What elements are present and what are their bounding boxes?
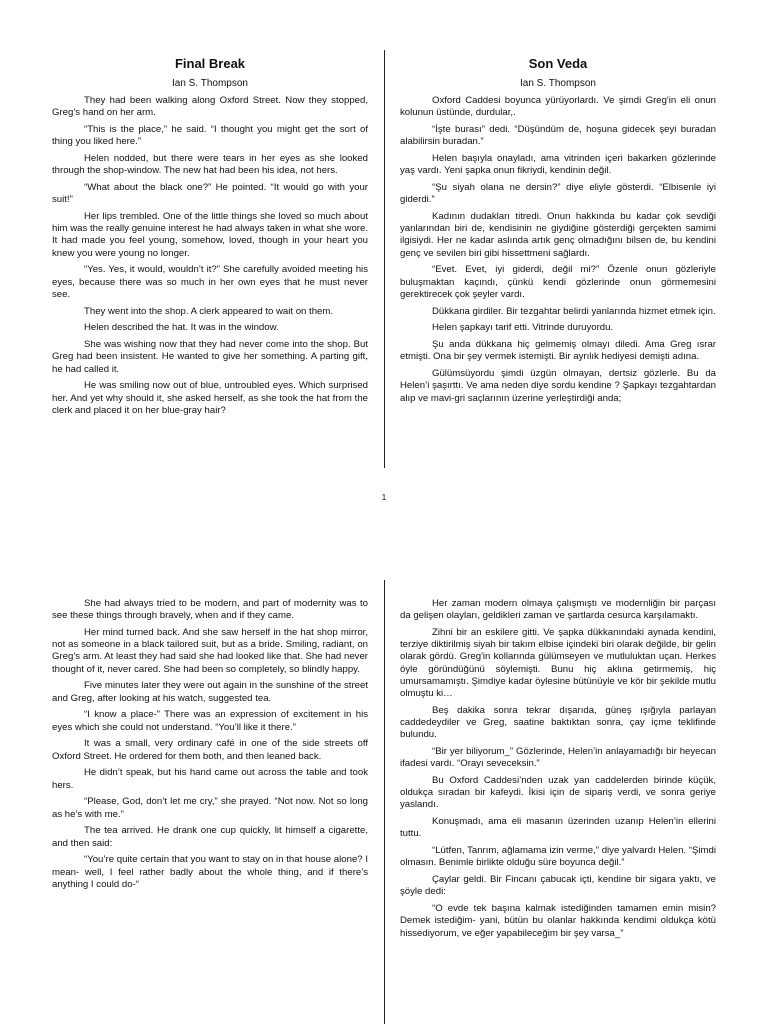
column-divider [384,50,385,468]
paragraph: Oxford Caddesi boyunca yürüyorlardı. Ve şimdi Greg'in eli onun kolunun üstünde, durdular,. [400,95,716,119]
paragraph: Her mind turned back. And she saw herself in the hat shop mirror, not as someone in a black tailored suit, but as a bride. Smiling, radiant, on Greg’s arm. At least they had said she had looked like that. She had never thought of it, never cared. She had been so completely, so blindly happy. [52,627,368,675]
paragraph: She had always tried to be modern, and part of modernity was to see these things through bravely, when and if they came. [52,598,368,622]
paragraph: Helen başıyla onayladı, ama vitrinden içeri bakarken gözlerinde yaş vardı. Yeni şapka onun fikriydi, kendinin değil. [400,153,716,177]
english-author: Ian S. Thompson [172,78,248,89]
paragraph: “Şu siyah olana ne dersin?” diye eliyle gösterdi. “Elbisenle iyi giderdi.” [400,182,716,206]
paragraph: She was wishing now that they had never come into the shop. But Greg had been insistent. He wanted to give her something. A parting gift, he had called it. [52,339,368,375]
paragraph: They had been walking along Oxford Street. Now they stopped, Greg’s hand on her arm. [52,95,368,119]
paragraph: Bu Oxford Caddesi’nden uzak yan caddelerden birinde küçük, oldukça sıradan bir kafeydi. İkisi için de sipariş verdi, ve sonra geriye yaslandı. [400,775,716,811]
paragraph: Çaylar geldi. Bir Fincanı çabucak içti, kendine bir sigara yaktı, ve şöyle dedi: [400,874,716,898]
paragraph: “Bir yer biliyorum_” Gözlerinde, Helen’in anlayamadığı bir heyecan ifadesi vardı. “Orayı seveceksin.” [400,746,716,770]
paragraph: Helen şapkayı tarif etti. Vitrinde duruyordu. [432,322,614,334]
paragraph: He was smiling now out of blue, untroubled eyes. Which surprised her. And yet why should it, she asked herself, as she took the hat from the clerk and placed it on her blue-gray hair? [52,380,368,416]
english-title: Final Break [174,56,246,71]
english-body [52,95,368,417]
paragraph: Zihni bir an eskilere gitti. Ve şapka dükkanındaki aynada kendini, terziye diktirilmiş siyah bir takım elbise içindeki biri olarak değilde, bir gelin olarak gördü. Greg'in kollarında gülümseyen ve mutluluktan uçan. Herkes öyle göründüğünü söylemişti. Bunu hiç aklına getirmemiş, hiç umursamamıştı. Şimdiye kadar öylesine bütünüyle ve kör bir şekilde mutlu olmuştu ki… [400,627,716,700]
paragraph: Her lips trembled. One of the little things she loved so much about him was the really genuine interest he had always taken in what she wore. It had made you feel young, somehow, loved, though in your heart you knew you were young no longer. [52,211,368,259]
paragraph: “O evde tek başına kalmak istediğinden tamamen emin misin? Demek istediğim- yani, bütün bu olanlar hakkında kendimi oldukça kötü hissediyorum, ve eğer yapabileceğim bir şey varsa_” [400,903,716,939]
paragraph: He didn’t speak, but his hand came out across the table and took hers. [52,767,368,791]
paragraph: Şu anda dükkana hiç gelmemiş olmayı diledi. Ama Greg ısrar etmişti. Ona bir şey vermek istemişti. Bir ayrılık hediyesi demişti adına. [400,339,716,363]
english-column [52,56,368,422]
turkish-body [400,95,716,405]
paragraph: Dükkana girdiler. Bir tezgahtar belirdi yanlarında hizmet etmek için. [432,305,716,317]
paragraph: “Yes. Yes, it would, wouldn’t it?” She carefully avoided meeting his eyes, because there was so much in her own eyes that he must never see. [52,264,368,300]
paragraph: “Lütfen, Tanrım, ağlamama izin verme,” diye yalvardı Helen. “Şimdi olmasın. Benimle birlikte olduğu süre boyunca değil.” [400,845,716,869]
paragraph: “This is the place,” he said. “I thought you might get the sort of thing you liked here.” [52,124,368,148]
page-2 [0,560,768,1024]
paragraph: Beş dakika sonra tekrar dışarıda, güneş ışığıyla parlayan caddedeydiler ve Greg, saatine baktıktan sonra, çay içme teklifinde bulundu. [400,704,716,741]
paragraph: Konuşmadı, ama eli masanın üzerinden uzanıp Helen’in ellerini tuttu. [400,816,716,840]
page-number: 1 [381,493,387,502]
column-divider [384,580,385,1024]
turkish-body [400,598,716,940]
english-body [52,598,368,891]
paragraph: Helen described the hat. It was in the window. [84,322,279,334]
paragraph: Her zaman modern olmaya çalışmıştı ve modernliğin bir parçası da gelişen olayları, geldikleri zaman ve şartlarda cesurca karşılamaktı. [400,598,716,622]
paragraph: Kadının dudakları titredi. Onun hakkında bu kadar çok sevdiği yanlarından biri de, kendisinin ne giydiğine gösterdiği gerçekten samimi ilgisiydi. Her ne kadar aslında artık genç olmadığını bilsen de, bu kendini genç ve sevilen biri gibi hissettmeni sağlardı. [400,211,716,259]
paragraph: It was a small, very ordinary café in one of the side streets off Oxford Street. He ordered for them both, and then leaned back. [52,738,368,762]
paragraph: “Evet. Evet, iyi giderdi, değil mi?” Özenle onun gözleriyle buluşmaktan kaçındı, çünkü kendi gözlerinde onun görmemesini gerektirecek çok şeyler vardı. [400,264,716,300]
paragraph: “Please, God, don’t let me cry,” she prayed. “Not now. Not so long as he’s with me.” [52,796,368,820]
paragraph: “You’re quite certain that you want to stay on in that house alone? I mean- well, I feel rather badly about the whole thing, and if there’s anything I could do-“ [52,854,368,890]
paragraph: Five minutes later they were out again in the sunshine of the street and Greg, after looking at his watch, suggested tea. [52,680,368,704]
turkish-author: Ian S. Thompson [520,78,596,89]
paragraph: “What about the black one?” He pointed. “It would go with your suit!” [52,182,368,206]
turkish-title: Son Veda [528,56,588,71]
paragraph: “I know a place-” There was an expression of excitement in his eyes which she could not understand. “You’ll like it there.” [52,709,368,733]
paragraph: “İşte burası” dedi. “Düşündüm de, hoşuna gidecek şeyi buradan alabilirsin buradan.” [400,124,716,148]
paragraph: The tea arrived. He drank one cup quickly, lit himself a cigarette, and then said: [52,825,368,849]
paragraph: They went into the shop. A clerk appeared to wait on them. [84,305,334,317]
paragraph: Helen nodded, but there were tears in her eyes as she looked through the shop-window. The new hat had been his idea, not hers. [52,153,368,177]
english-column [52,598,368,896]
turkish-column [400,56,716,409]
paragraph: Gülümsüyordu şimdi üzgün olmayan, dertsiz gözlerle. Bu da Helen’i şaşırttı. Ve ama neden diye sordu kendine ? Şapkayı tezgahtardan alıp ve mavi-gri saçlarının üzerine yerleştirdiği anda; [400,368,716,404]
turkish-column [400,598,716,944]
